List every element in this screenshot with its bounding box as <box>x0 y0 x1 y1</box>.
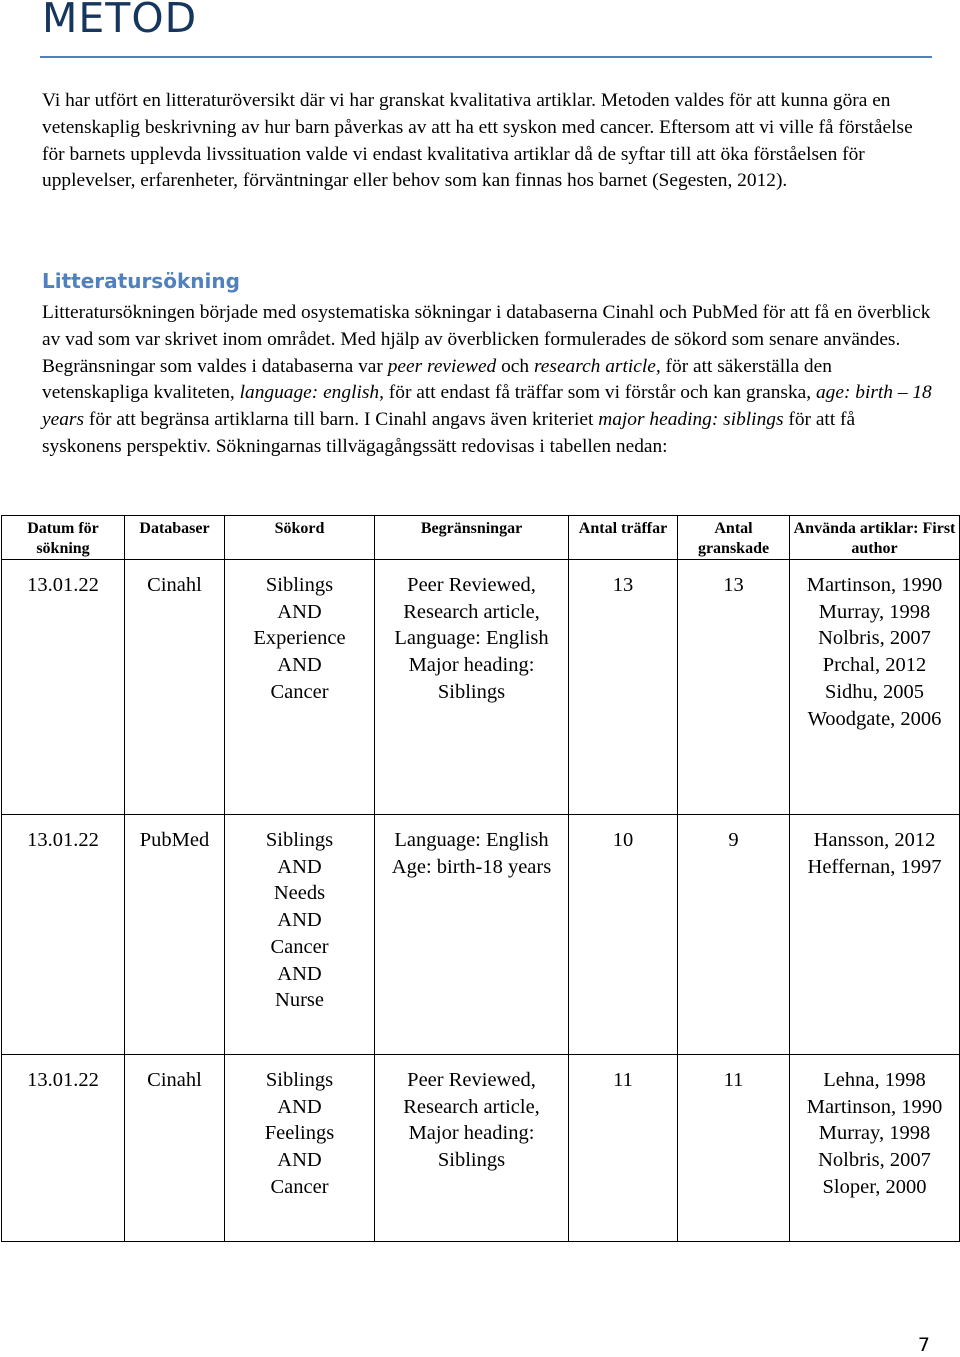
table-header-row <box>2 516 960 560</box>
section-heading: Litteratursökning <box>42 269 240 293</box>
header-granskade: Antal granskade <box>678 516 790 560</box>
italic-term: major heading: siblings <box>598 409 784 431</box>
cell-databas: Cinahl <box>125 560 225 815</box>
header-sokord: Sökord <box>225 516 375 560</box>
cell-traffar: 11 <box>569 1055 678 1242</box>
cell-traffar: 10 <box>569 815 678 1055</box>
header-begransningar: Begränsningar <box>375 516 569 560</box>
cell-granskade: 11 <box>678 1055 790 1242</box>
heading-rule <box>40 56 932 58</box>
cell-sokord: Siblings AND Needs AND Cancer AND Nurse <box>225 815 375 1055</box>
italic-term: peer reviewed <box>387 355 497 377</box>
text-run: för att säkerställa den vetenskapliga kvaliteten, <box>42 355 832 404</box>
header-traffar: Antal träffar <box>569 516 678 560</box>
cell-datum: 13.01.22 <box>2 815 125 1055</box>
cell-datum: 13.01.22 <box>2 560 125 815</box>
section-paragraph <box>42 300 932 461</box>
cell-artiklar: Lehna, 1998 Martinson, 1990 Murray, 1998 Nolbris, 2007 Sloper, 2000 <box>790 1055 960 1242</box>
text-run: för att endast få träffar som vi förstår och kan granska, <box>383 382 816 404</box>
cell-granskade: 9 <box>678 815 790 1055</box>
cell-datum: 13.01.22 <box>2 1055 125 1242</box>
cell-begransningar: Language: English Age: birth-18 years <box>375 815 569 1055</box>
table-row <box>2 560 960 815</box>
intro-paragraph: Vi har utfört en litteraturöversikt där vi har granskat kvalitativa artiklar. Metoden valdes för att kunna göra en vetenskaplig beskrivning av hur barn påverkas av att ha ett syskon med cancer. Eftersom att vi ville få förståelse för barnets upplevda livssituation valde vi endast kvalitativa artiklar då de syftar till att öka förståelsen för upplevelser, erfarenheter, förväntningar eller behov som kan finnas hos barnet (Segesten, 2012). <box>42 90 913 192</box>
search-table <box>1 515 960 1242</box>
cell-databas: Cinahl <box>125 1055 225 1242</box>
page-heading: METOD <box>42 0 198 42</box>
header-artiklar: Använda artiklar: First author <box>790 516 960 560</box>
header-datum: Datum för sökning <box>2 516 125 560</box>
italic-term: research article, <box>533 355 661 377</box>
table-row <box>2 1055 960 1242</box>
cell-sokord: Siblings AND Feelings AND Cancer <box>225 1055 375 1242</box>
cell-artiklar: Martinson, 1990 Murray, 1998 Nolbris, 2007 Prchal, 2012 Sidhu, 2005 Woodgate, 2006 <box>790 560 960 815</box>
table-row <box>2 815 960 1055</box>
page-number: 7 <box>917 1334 930 1356</box>
text-run: för att få syskonens perspektiv. Sökningarnas tillvägagångssätt redovisas i tabellen nedan: <box>42 409 856 457</box>
text-run: Litteratursökningen började med osystematiska sökningar i databaserna Cinahl och PubMed för att få en överblick av vad som var skrivet inom området. Med hjälp av överblicken formulerades de sökord som senare användes. Begränsningar som valdes i databaserna var <box>42 302 931 377</box>
italic-term: age: birth – 18 years <box>42 382 932 431</box>
cell-databas: PubMed <box>125 815 225 1055</box>
cell-begransningar: Peer Reviewed, Research article, Major heading: Siblings <box>375 1055 569 1242</box>
cell-granskade: 13 <box>678 560 790 815</box>
italic-term: language: english, <box>239 382 384 404</box>
cell-artiklar: Hansson, 2012 Heffernan, 1997 <box>790 815 960 1055</box>
text-run: och <box>496 355 534 377</box>
cell-begransningar: Peer Reviewed, Research article, Language: English Major heading: Siblings <box>375 560 569 815</box>
text-run: för att begränsa artiklarna till barn. I Cinahl angavs även kriteriet <box>84 409 599 431</box>
header-databaser: Databaser <box>125 516 225 560</box>
cell-traffar: 13 <box>569 560 678 815</box>
cell-sokord: Siblings AND Experience AND Cancer <box>225 560 375 815</box>
